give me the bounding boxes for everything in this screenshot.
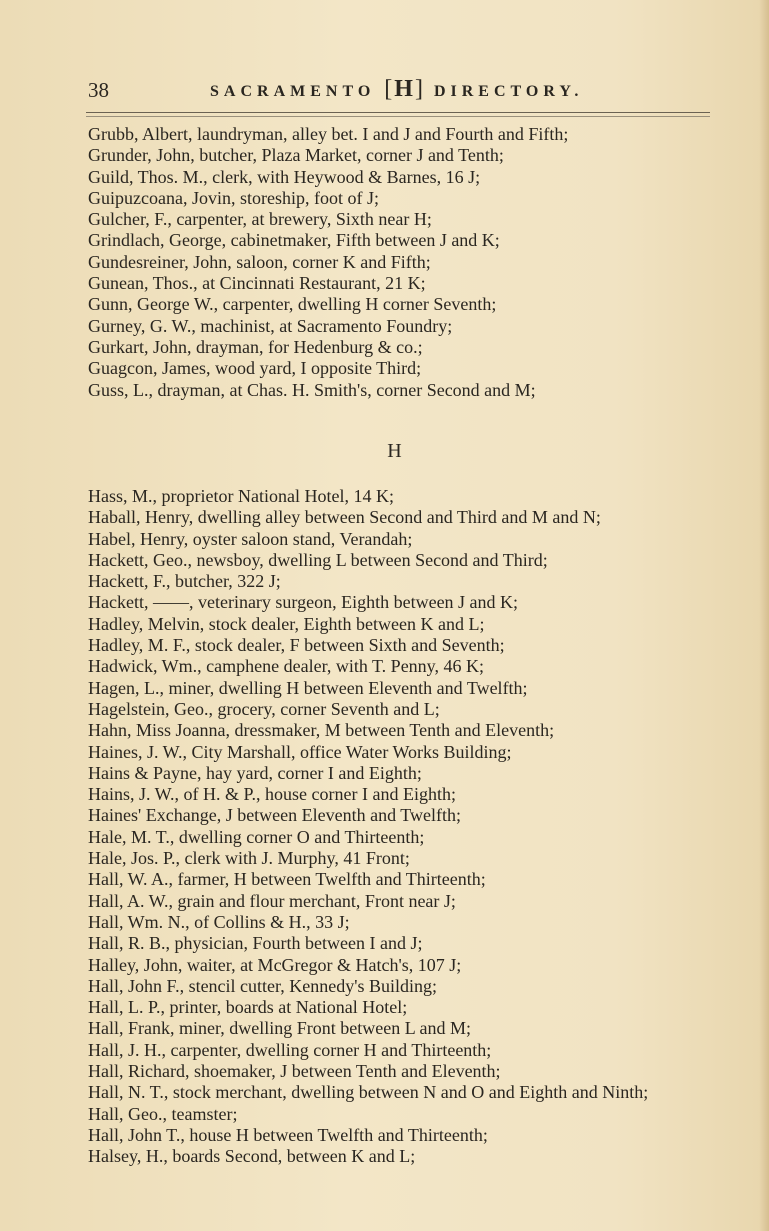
page-edge-shadow [759, 0, 769, 1231]
running-title [210, 74, 583, 107]
directory-entry: Hackett, ——, veterinary surgeon, Eighth between J and K; [88, 592, 519, 613]
directory-entry: Guagcon, James, wood yard, I opposite Third; [88, 358, 422, 379]
directory-entry: Hackett, F., butcher, 322 J; [88, 571, 281, 592]
page-number: 38 [88, 78, 109, 102]
directory-entry: Hall, Wm. N., of Collins & H., 33 J; [88, 911, 350, 932]
section-heading-h: H [387, 440, 402, 462]
directory-entry: Hass, M., proprietor National Hotel, 14 K; [88, 486, 394, 506]
directory-entry: Hale, M. T., dwelling corner O and Thirteenth; [88, 826, 425, 847]
directory-entry: Guipuzcoana, Jovin, storeship, foot of J; [88, 187, 379, 208]
directory-entry: Hall, John F., stencil cutter, Kennedy's Building; [88, 975, 438, 996]
directory-entry: Hains & Payne, hay yard, corner I and Eighth; [88, 762, 422, 783]
directory-entry: Grubb, Albert, laundryman, alley bet. I and J and Fourth and Fifth; [88, 124, 569, 144]
running-title-left: SACRAMENTO [210, 83, 376, 100]
directory-entry: Gulcher, F., carpenter, at brewery, Sixth near H; [88, 209, 432, 230]
directory-entry: Hale, Jos. P., clerk with J. Murphy, 41 Front; [88, 848, 410, 869]
running-title-right: DIRECTORY. [433, 83, 584, 100]
directory-entry: Haines, J. W., City Marshall, office Water Works Building; [88, 741, 512, 762]
header-rule [86, 112, 710, 113]
h-entries-list [88, 486, 718, 1168]
header-rule-secondary [86, 116, 710, 117]
directory-entry: Halley, John, waiter, at McGregor & Hatch's, 107 J; [88, 954, 462, 975]
directory-entry: Grindlach, George, cabinetmaker, Fifth between J and K; [88, 230, 500, 251]
bracket-open: [ [384, 76, 395, 102]
directory-entry: Hagelstein, Geo., grocery, corner Seventh and L; [88, 698, 440, 719]
g-entries-list [88, 124, 718, 401]
directory-entry: Hadley, Melvin, stock dealer, Eighth between K and L; [88, 613, 485, 634]
directory-entry: Hall, R. B., physician, Fourth between I and J; [88, 933, 423, 954]
directory-entry: Hackett, Geo., newsboy, dwelling L between Second and Third; [88, 549, 548, 570]
directory-entry: Grunder, John, butcher, Plaza Market, corner J and Tenth; [88, 145, 504, 166]
directory-entry: Hahn, Miss Joanna, dressmaker, M between Tenth and Eleventh; [88, 720, 555, 741]
directory-entry: Habel, Henry, oyster saloon stand, Verandah; [88, 528, 413, 549]
directory-entry: Hall, L. P., printer, boards at National Hotel; [88, 997, 408, 1018]
directory-entry: Hall, Geo., teamster; [88, 1103, 238, 1124]
directory-entry: Hadwick, Wm., camphene dealer, with T. Penny, 46 K; [88, 656, 485, 677]
directory-entry: Gunean, Thos., at Cincinnati Restaurant, 21 K; [88, 273, 426, 294]
directory-entry: Hall, Frank, miner, dwelling Front between L and M; [88, 1018, 472, 1039]
directory-entry: Hadley, M. F., stock dealer, F between Sixth and Seventh; [88, 635, 505, 656]
directory-entry: Gunn, George W., carpenter, dwelling H corner Seventh; [88, 294, 497, 315]
directory-entry: Guild, Thos. M., clerk, with Heywood & Barnes, 16 J; [88, 166, 481, 187]
directory-entry: Hall, John T., house H between Twelfth and Thirteenth; [88, 1124, 488, 1145]
directory-entry: Halsey, H., boards Second, between K and L; [88, 1146, 416, 1167]
directory-entry: Haines' Exchange, J between Eleventh and Twelfth; [88, 805, 462, 826]
directory-entry: Hall, Richard, shoemaker, J between Tenth and Eleventh; [88, 1061, 501, 1082]
page-header [88, 74, 708, 110]
bracket-letter: H [394, 76, 415, 102]
bracket-close: ] [414, 76, 425, 102]
directory-entry: Gurney, G. W., machinist, at Sacramento Foundry; [88, 315, 453, 336]
directory-entry: Hains, J. W., of H. & P., house corner I and Eighth; [88, 784, 456, 805]
directory-entry: Gurkart, John, drayman, for Hedenburg & co.; [88, 336, 423, 357]
directory-entry: Gundesreiner, John, saloon, corner K and Fifth; [88, 251, 431, 272]
directory-entry: Hall, J. H., carpenter, dwelling corner H and Thirteenth; [88, 1039, 492, 1060]
directory-entry: Guss, L., drayman, at Chas. H. Smith's, corner Second and M; [88, 379, 536, 400]
directory-entry: Hall, W. A., farmer, H between Twelfth and Thirteenth; [88, 869, 486, 890]
directory-entry: Hall, N. T., stock merchant, dwelling between N and O and Eighth and Ninth; [88, 1082, 649, 1103]
directory-entry: Hall, A. W., grain and flour merchant, Front near J; [88, 890, 456, 911]
directory-entry: Hagen, L., miner, dwelling H between Eleventh and Twelfth; [88, 677, 528, 698]
directory-entry: Haball, Henry, dwelling alley between Second and Third and M and N; [88, 507, 601, 528]
